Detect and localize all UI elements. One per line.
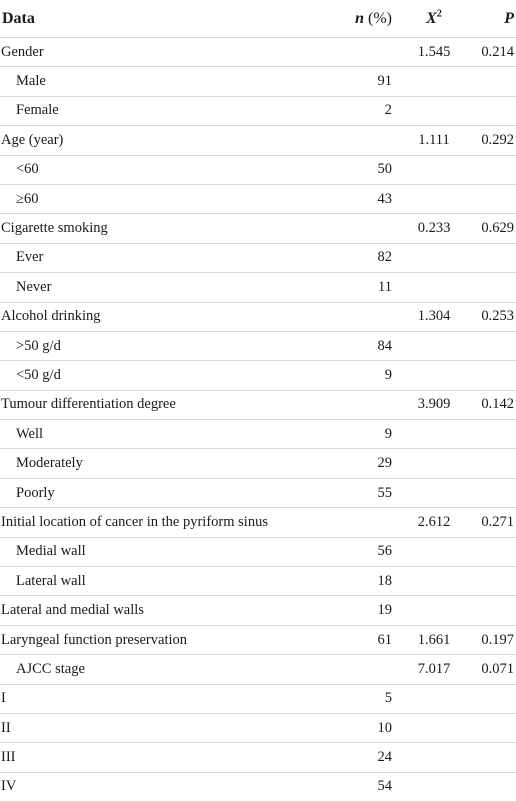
row-label: I [0, 684, 322, 713]
table-row [0, 126, 516, 155]
row-p-value: 0.071 [466, 655, 516, 684]
header-n-suffix: (%) [364, 9, 392, 27]
table-row [0, 537, 516, 566]
row-label: Lateral and medial walls [0, 596, 322, 625]
row-p-value: 0.271 [466, 508, 516, 537]
row-n-value: 5 [322, 684, 402, 713]
header-x-sup: 2 [436, 8, 442, 20]
row-n-value [322, 126, 402, 155]
row-n-value [322, 508, 402, 537]
row-n-value: 50 [322, 155, 402, 184]
row-chi-square-value [402, 67, 466, 96]
row-p-value [466, 243, 516, 272]
table-body [0, 38, 516, 802]
table-row [0, 361, 516, 390]
row-n-value [322, 302, 402, 331]
row-chi-square-value [402, 184, 466, 213]
row-p-value [466, 537, 516, 566]
header-chi-square [402, 0, 466, 38]
row-chi-square-value [402, 478, 466, 507]
header-p-value: P [466, 0, 516, 38]
table-row [0, 567, 516, 596]
row-p-value [466, 331, 516, 360]
row-p-value: 0.292 [466, 126, 516, 155]
row-p-value [466, 713, 516, 742]
table-row [0, 772, 516, 801]
row-p-value [466, 567, 516, 596]
row-n-value: 29 [322, 449, 402, 478]
table-row [0, 302, 516, 331]
row-label: AJCC stage [0, 655, 322, 684]
row-chi-square-value [402, 596, 466, 625]
row-chi-square-value: 3.909 [402, 390, 466, 419]
row-label: <50 g/d [0, 361, 322, 390]
table-row [0, 243, 516, 272]
row-p-value [466, 420, 516, 449]
row-chi-square-value: 0.233 [402, 214, 466, 243]
row-n-value [322, 214, 402, 243]
table-row [0, 478, 516, 507]
row-label: Gender [0, 38, 322, 67]
row-n-value: 84 [322, 331, 402, 360]
row-p-value [466, 361, 516, 390]
row-label: >50 g/d [0, 331, 322, 360]
row-label: <60 [0, 155, 322, 184]
row-label: Tumour differentiation degree [0, 390, 322, 419]
row-n-value: 56 [322, 537, 402, 566]
table-row [0, 184, 516, 213]
row-n-value: 24 [322, 743, 402, 772]
row-p-value [466, 772, 516, 801]
row-label: III [0, 743, 322, 772]
row-n-value: 82 [322, 243, 402, 272]
row-label: Medial wall [0, 537, 322, 566]
row-n-value [322, 38, 402, 67]
row-p-value: 0.197 [466, 625, 516, 654]
row-n-value: 2 [322, 96, 402, 125]
table-row [0, 155, 516, 184]
row-label: Moderately [0, 449, 322, 478]
table-row [0, 508, 516, 537]
row-n-value: 43 [322, 184, 402, 213]
row-chi-square-value [402, 743, 466, 772]
table-row [0, 449, 516, 478]
table-row [0, 655, 516, 684]
table-row [0, 214, 516, 243]
row-chi-square-value: 1.111 [402, 126, 466, 155]
header-x-symbol: X [426, 9, 437, 27]
row-n-value [322, 390, 402, 419]
row-chi-square-value [402, 96, 466, 125]
row-p-value [466, 684, 516, 713]
header-data: Data [0, 0, 322, 38]
row-n-value: 61 [322, 625, 402, 654]
row-label: Never [0, 273, 322, 302]
row-chi-square-value [402, 243, 466, 272]
row-p-value [466, 596, 516, 625]
table-row [0, 96, 516, 125]
row-n-value: 11 [322, 273, 402, 302]
row-n-value [322, 655, 402, 684]
row-chi-square-value: 1.545 [402, 38, 466, 67]
row-label: Cigarette smoking [0, 214, 322, 243]
row-p-value [466, 273, 516, 302]
table-row [0, 331, 516, 360]
row-chi-square-value: 2.612 [402, 508, 466, 537]
row-chi-square-value [402, 155, 466, 184]
table-row [0, 420, 516, 449]
row-p-value [466, 743, 516, 772]
row-chi-square-value: 1.304 [402, 302, 466, 331]
table-row [0, 390, 516, 419]
header-n-symbol: n [355, 9, 365, 27]
row-n-value: 9 [322, 361, 402, 390]
row-label: Lateral wall [0, 567, 322, 596]
table-row [0, 625, 516, 654]
row-label: ≥60 [0, 184, 322, 213]
row-chi-square-value [402, 567, 466, 596]
table-row [0, 743, 516, 772]
table-row [0, 596, 516, 625]
header-n-percent [322, 0, 402, 38]
row-label: II [0, 713, 322, 742]
row-n-value: 19 [322, 596, 402, 625]
row-p-value [466, 184, 516, 213]
row-chi-square-value [402, 331, 466, 360]
row-label: Ever [0, 243, 322, 272]
row-chi-square-value [402, 361, 466, 390]
row-n-value: 54 [322, 772, 402, 801]
row-chi-square-value [402, 772, 466, 801]
row-p-value [466, 96, 516, 125]
table-row [0, 684, 516, 713]
row-chi-square-value [402, 273, 466, 302]
row-label: Male [0, 67, 322, 96]
row-p-value [466, 478, 516, 507]
table-row [0, 273, 516, 302]
header-row [0, 0, 516, 38]
table-row [0, 713, 516, 742]
row-n-value: 55 [322, 478, 402, 507]
row-p-value: 0.629 [466, 214, 516, 243]
row-p-value [466, 449, 516, 478]
row-label: Age (year) [0, 126, 322, 155]
row-chi-square-value [402, 449, 466, 478]
row-p-value: 0.142 [466, 390, 516, 419]
row-n-value: 18 [322, 567, 402, 596]
row-label: IV [0, 772, 322, 801]
row-label: Laryngeal function preservation [0, 625, 322, 654]
row-chi-square-value [402, 713, 466, 742]
row-chi-square-value: 1.661 [402, 625, 466, 654]
row-n-value: 9 [322, 420, 402, 449]
row-chi-square-value [402, 420, 466, 449]
row-label: Poorly [0, 478, 322, 507]
row-p-value: 0.253 [466, 302, 516, 331]
row-label: Well [0, 420, 322, 449]
row-chi-square-value [402, 537, 466, 566]
row-label: Alcohol drinking [0, 302, 322, 331]
row-n-value: 91 [322, 67, 402, 96]
row-p-value [466, 155, 516, 184]
row-chi-square-value: 7.017 [402, 655, 466, 684]
row-p-value: 0.214 [466, 38, 516, 67]
table-row [0, 38, 516, 67]
row-label: Initial location of cancer in the pyriform sinus [0, 508, 322, 537]
row-n-value: 10 [322, 713, 402, 742]
row-label: Female [0, 96, 322, 125]
row-p-value [466, 67, 516, 96]
row-chi-square-value [402, 684, 466, 713]
table-row [0, 67, 516, 96]
table-header [0, 0, 516, 38]
